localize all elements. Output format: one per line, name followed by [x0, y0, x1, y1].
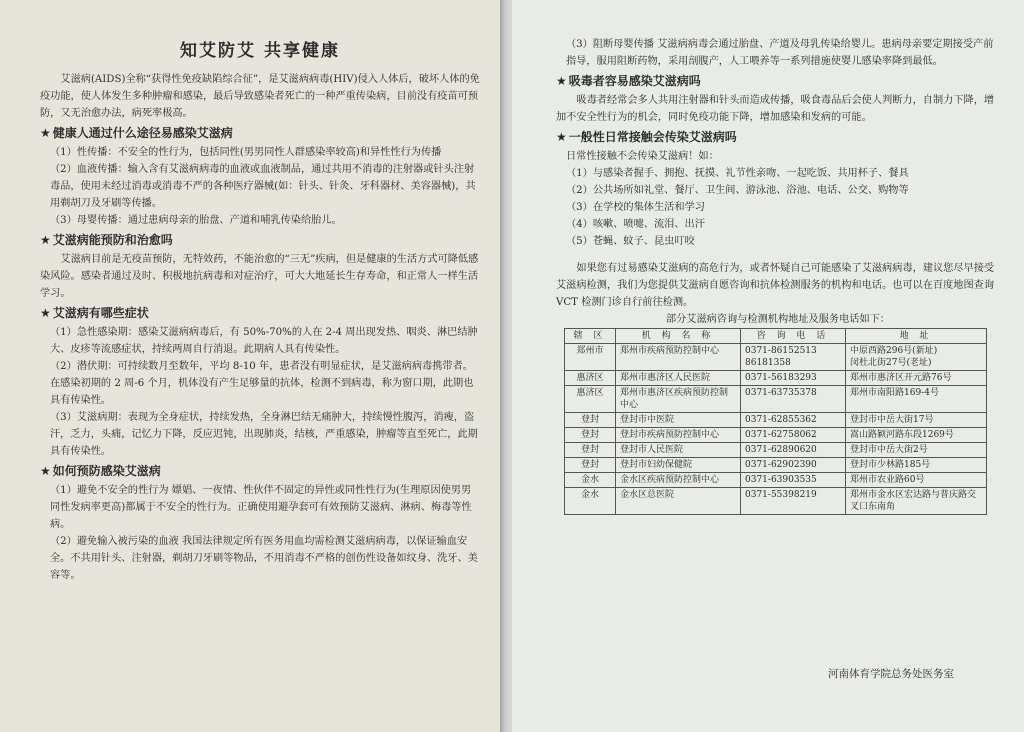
table-cell-org: 郑州市惠济区人民医院: [616, 371, 741, 386]
intro-paragraph: 艾滋病(AIDS)全称“获得性免疫缺陷综合征”，是艾滋病病毒(HIV)侵入人体后，破坏人体的免疫功能，使人体发生多种肿瘤和感染，最后导致感染者死亡的一种严重传染病，目前没有疫苗可预防，又无治愈办法，病死率极高。: [40, 74, 480, 119]
section-heading-how-to-prevent: ★ 如何预防感染艾滋病: [40, 464, 161, 478]
table-cell-area: 登封: [565, 413, 616, 428]
right-page: [512, 0, 1024, 732]
table-cell-phone: 0371-56183293: [741, 371, 846, 386]
table-row: [565, 413, 987, 428]
table-cell-org: 登封市中医院: [616, 413, 741, 428]
left-page: [0, 0, 500, 732]
table-row: [565, 458, 987, 473]
star-icon: ★: [40, 464, 51, 478]
section-heading-daily-contact: ★ 一般性日常接触会传染艾滋病吗: [556, 130, 737, 144]
column-header: 地 址: [846, 329, 987, 344]
table-cell-phone: 0371-55398219: [741, 488, 846, 515]
advice-paragraph: 如果您有过易感染艾滋病的高危行为，或者怀疑自己可能感染了艾滋病病毒，建议您尽早接受艾滋病检测，我们为您提供艾滋病自愿咨询和抗体检测服务的机构和电话。也可以在百度地图查询 VCT 检测门诊自行前往检测。: [556, 263, 995, 308]
list-item: （3）母婴传播：通过患病母亲的胎盘、产道和哺乳传染给胎儿。: [50, 215, 342, 226]
table-cell-addr: 登封市中岳大街17号: [846, 413, 987, 428]
section-heading-drug-users: ★ 吸毒者容易感染艾滋病吗: [556, 74, 701, 88]
lead-text: 日常性接触不会传染艾滋病！如：: [566, 151, 719, 162]
institution-table: [564, 328, 987, 515]
table-cell-addr: 郑州市惠济区开元路76号: [846, 371, 987, 386]
footer-org: 河南体育学院总务处医务室: [828, 668, 954, 680]
list-item: （1）性传播：不安全的性行为，包括同性(男男同性人群感染率较高)和异性性行为传播: [50, 147, 442, 158]
table-cell-phone: 0371-62902390: [741, 458, 846, 473]
table-cell-area: 登封: [565, 443, 616, 458]
list-item: （1）与感染者握手、拥抱、抚摸、礼节性亲吻、一起吃饭、共用杯子、餐具: [566, 168, 909, 179]
section-heading-transmission: ★ 健康人通过什么途径易感染艾滋病: [40, 126, 233, 140]
table-cell-addr: 郑州市金水区宏达路与普庆路交叉口东南角: [846, 488, 987, 515]
column-header: 咨 询 电 话: [741, 329, 846, 344]
book-gutter: [500, 0, 512, 732]
table-row: [565, 386, 987, 413]
paragraph: 吸毒者经常会多人共用注射器和针头而造成传播，吸食毒品后会使人判断力，自制力下降，增加不安全性行为的机会，同时免疫功能下降，增加感染和发病的可能。: [556, 95, 995, 123]
table-cell-area: 金水: [565, 488, 616, 515]
section-heading-prevent-cure: ★ 艾滋病能预防和治愈吗: [40, 233, 173, 247]
table-cell-addr: 郑州市农业路60号: [846, 473, 987, 488]
paragraph: 艾滋病目前是无疫苗预防，无特效药，不能治愈的“三无”疾病，但是健康的生活方式可降低感染风险。感染者通过及时、积极地抗病毒和对症治疗，可大大地延长生存寿命，和正常人一样生活学习。: [40, 254, 479, 299]
table-row: [565, 473, 987, 488]
list-item: （3）阻断母婴传播 艾滋病病毒会通过胎盘、产道及母乳传染给婴儿。患病母亲要定期接受产前指导，服用阻断药物，采用剖腹产，人工喂养等一系列措施使婴儿感染率降到最低。: [566, 39, 994, 67]
star-icon: ★: [40, 233, 51, 247]
table-caption: 部分艾滋病咨询与检测机构地址及服务电话如下：: [665, 314, 891, 325]
list-item: （2）血液传播：输入含有艾滋病病毒的血液或血液制品，通过共用不消毒的注射器或针头注射毒品，使用未经过消毒或消毒不严的各种医疗器械(如：针头、针灸、牙科器材、美容器械)，共用剃胡刀及牙刷等传播。: [50, 164, 476, 209]
table-cell-phone: 0371-86152513 86181358: [741, 344, 846, 371]
table-header-row: [565, 329, 987, 344]
table-cell-addr: 中原西路296号(新址) 闵杜北街27号(老址): [846, 344, 987, 371]
table-cell-org: 金水区疾病预防控制中心: [616, 473, 741, 488]
table-cell-area: 惠济区: [565, 371, 616, 386]
list-item: （2）潜伏期：可持续数月至数年，平均 8-10 年，患者没有明显症状，是艾滋病病毒携带者。在感染初期的 2 周-6 个月，机体没有产生足够量的抗体，检测不到病毒，称为窗口期，此期也具有传染性。: [50, 361, 474, 406]
star-icon: ★: [556, 74, 567, 88]
list-item: （1）急性感染期：感染艾滋病病毒后，有 50%-70%的人在 2-4 周出现发热、咽炎、淋巴结肿大、皮疹等流感症状，持续两周自行消退。此期病人具有传染性。: [50, 327, 478, 355]
table-cell-org: 登封市妇幼保健院: [616, 458, 741, 473]
list-item: （4）咳嗽、喷嚏、流泪、出汗: [566, 219, 705, 230]
table-cell-addr: 登封市中岳大街2号: [846, 443, 987, 458]
column-header: 辖 区: [565, 329, 616, 344]
table-cell-org: 金水区总医院: [616, 488, 741, 515]
table-cell-addr: 登封市少林路185号: [846, 458, 987, 473]
table-row: [565, 371, 987, 386]
table-cell-addr: 嵩山路颖河路东段1269号: [846, 428, 987, 443]
column-header: 机 构 名 称: [616, 329, 741, 344]
star-icon: ★: [556, 130, 567, 144]
table-cell-org: 登封市疾病预防控制中心: [616, 428, 741, 443]
table-cell-phone: 0371-62855362: [741, 413, 846, 428]
table-cell-area: 登封: [565, 428, 616, 443]
table-row: [565, 428, 987, 443]
table-row: [565, 488, 987, 515]
list-item: （3）在学校的集体生活和学习: [566, 202, 705, 213]
table-cell-phone: 0371-63903535: [741, 473, 846, 488]
list-item: （2）避免输入被污染的血液 我国法律规定所有医务用血均需检测艾滋病病毒，以保证输血安全。不共用针头、注射器，剃胡刀牙刷等物品，不用消毒不严格的创伤性设备如纹身、洗牙、美容等。: [50, 536, 478, 581]
list-item: （1）避免不安全的性行为 嫖娼、一夜情、性伙伴不固定的异性或同性性行为(生理原因使男男同性发病率更高)都属于不安全的性行为。正确使用避孕套可有效预防艾滋病、淋病、梅毒等性病。: [50, 485, 472, 530]
document-title: 知艾防艾 共享健康: [180, 41, 340, 61]
table-cell-area: 金水: [565, 473, 616, 488]
table-cell-addr: 郑州市南阳路169-4号: [846, 386, 987, 413]
section-heading-symptoms: ★ 艾滋病有哪些症状: [40, 306, 149, 320]
star-icon: ★: [40, 306, 51, 320]
list-item: （2）公共场所如礼堂、餐厅、卫生间、游泳池、浴池、电话、公交、购物等: [566, 185, 909, 196]
table-body: [565, 344, 987, 515]
list-item: （3）艾滋病期：表现为全身症状，持续发热，全身淋巴结无痛肿大，持续慢性腹泻，消瘦，盗汗，乏力，头痛，记忆力下降，反应迟钝，出现肺炎，结核，严重感染，肿瘤等直至死亡，此期具有传染性。: [50, 412, 478, 457]
table-cell-area: 郑州市: [565, 344, 616, 371]
star-icon: ★: [40, 126, 51, 140]
table-cell-org: 郑州市疾病预防控制中心: [616, 344, 741, 371]
list-item: （5）苍蝇、蚊子、昆虫叮咬: [566, 236, 695, 247]
table-cell-org: 郑州市惠济区疾病预防控制中心: [616, 386, 741, 413]
table-cell-phone: 0371-62758062: [741, 428, 846, 443]
table-cell-area: 惠济区: [565, 386, 616, 413]
table-cell-area: 登封: [565, 458, 616, 473]
table-cell-org: 登封市人民医院: [616, 443, 741, 458]
table-cell-phone: 0371-62890620: [741, 443, 846, 458]
table-cell-phone: 0371-63735378: [741, 386, 846, 413]
table-row: [565, 443, 987, 458]
table-row: [565, 344, 987, 371]
